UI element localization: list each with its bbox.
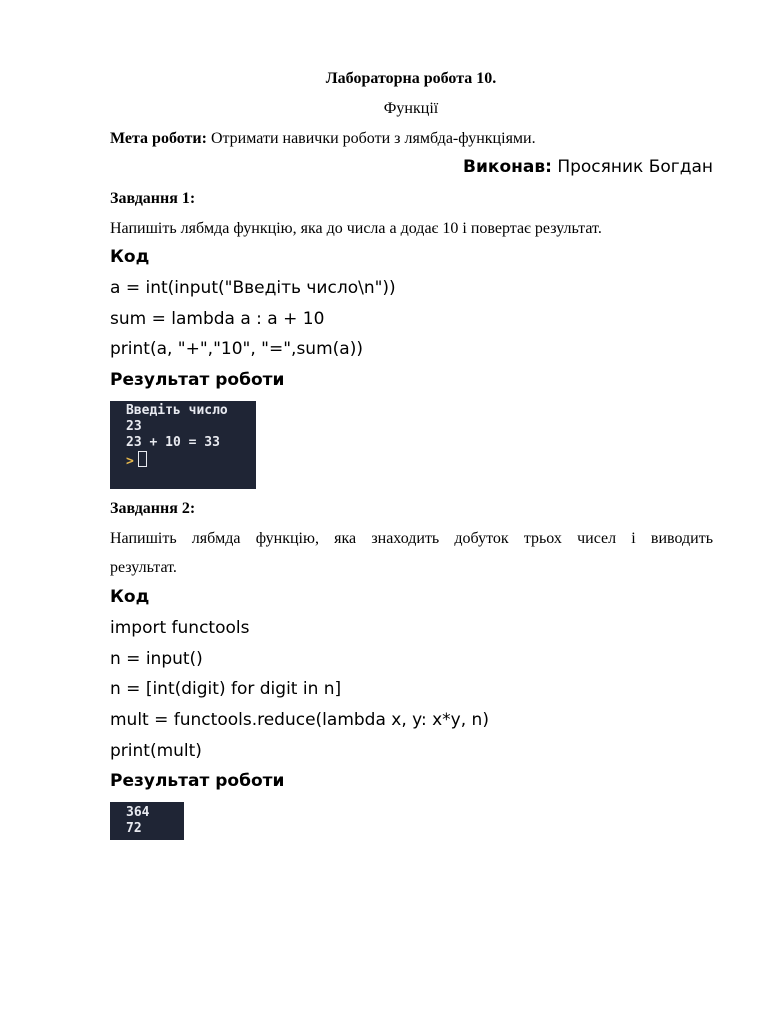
terminal-prompt: >	[126, 454, 134, 469]
author-line	[463, 157, 713, 177]
terminal-line: 23	[126, 419, 142, 434]
goal-line	[110, 130, 536, 148]
goal-text: Отримати навички роботи з лямбда-функціями.	[206, 130, 536, 147]
task2-code-line: n = [int(digit) for digit in n]	[110, 679, 342, 699]
task1-terminal-screenshot	[110, 401, 256, 489]
task1-heading: Завдання 1:	[110, 190, 196, 207]
terminal-line: 364	[126, 805, 150, 820]
terminal-line: Введіть число	[126, 403, 228, 418]
task2-heading: Завдання 2:	[110, 500, 196, 517]
task1-code-line: print(a, "+","10", "=",sum(a))	[110, 339, 363, 359]
task1-result-label: Результат роботи	[110, 370, 285, 390]
terminal-cursor	[138, 451, 147, 467]
task1-text: Напишіть лябмда функцію, яка до числа а додає 10 і повертає результат.	[110, 220, 602, 237]
task2-code-line: print(mult)	[110, 741, 202, 761]
author-name: Просяник Богдан	[551, 157, 713, 177]
terminal-line: 23 + 10 = 33	[126, 435, 220, 450]
goal-label: Мета роботи:	[110, 130, 207, 147]
task2-code-line: n = input()	[110, 649, 203, 669]
task1-code-line: a = int(input("Введіть число\n"))	[110, 278, 396, 298]
page-title: Лабораторна робота 10.	[325, 70, 497, 87]
page-subtitle: Функції	[383, 100, 439, 117]
task2-code-label: Код	[110, 587, 150, 607]
task1-code-label: Код	[110, 247, 150, 267]
terminal-line: 72	[126, 821, 142, 836]
task2-terminal-screenshot	[110, 802, 184, 840]
task2-result-label: Результат роботи	[110, 771, 285, 791]
task2-text-line2: результат.	[110, 559, 177, 576]
task1-code-line: sum = lambda a : a + 10	[110, 309, 325, 329]
task2-code-line: import functools	[110, 618, 250, 638]
task2-code-line: mult = functools.reduce(lambda x, y: x*y, n)	[110, 710, 489, 730]
task2-text-line1: Напишіть лябмда функцію, яка знаходить добуток трьох чисел і виводить	[110, 530, 713, 547]
author-label: Виконав:	[463, 157, 552, 177]
